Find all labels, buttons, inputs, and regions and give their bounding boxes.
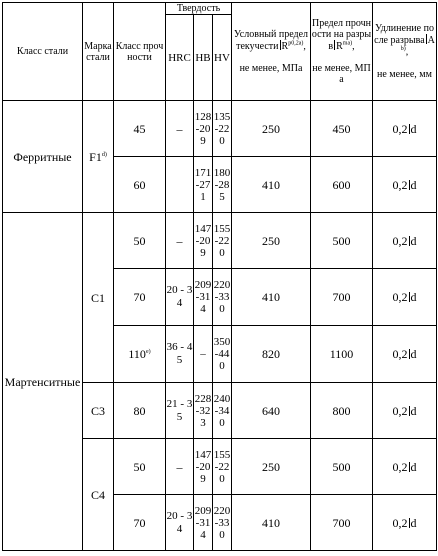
header-tensile-r: R xyxy=(336,41,343,52)
header-tensile-title: Предел прочности на разрыв xyxy=(311,18,372,52)
header-strength-class: Класс прочности xyxy=(114,3,166,101)
table-row xyxy=(3,213,437,269)
divider-mark xyxy=(409,236,410,246)
tensile-cell: 500 xyxy=(311,439,373,495)
header-hrc: HRC xyxy=(166,15,194,101)
tensile-cell: 500 xyxy=(311,213,373,269)
elongation-cell xyxy=(373,495,437,551)
header-yield-r: R xyxy=(281,41,289,52)
hv-cell: 155-220 xyxy=(213,213,232,269)
hv-cell: 220-330 xyxy=(213,495,232,551)
tensile-cell: 700 xyxy=(311,269,373,326)
header-elong-note: b) xyxy=(400,46,406,53)
hb-cell: 209-314 xyxy=(194,495,213,551)
hb-cell: 209-314 xyxy=(194,269,213,326)
hb-cell: – xyxy=(194,326,213,383)
elongation-value: 0,2 xyxy=(392,177,408,192)
tensile-cell: 800 xyxy=(311,383,373,439)
tensile-cell: 600 xyxy=(311,157,373,213)
elongation-value: 0,2 xyxy=(392,290,408,304)
elongation-value: 0,2 xyxy=(392,347,408,361)
strength-class-cell: 50 xyxy=(114,439,166,495)
header-hv: HV xyxy=(213,15,232,101)
header-yield xyxy=(232,3,311,101)
hv-cell: 240-340 xyxy=(213,383,232,439)
elongation-value: 0,2 xyxy=(392,121,408,136)
elongation-cell xyxy=(373,383,437,439)
hb-cell: 147-209 xyxy=(194,213,213,269)
yield-cell: 250 xyxy=(232,213,311,269)
strength-class-cell: 70 xyxy=(114,495,166,551)
tensile-cell: 450 xyxy=(311,101,373,157)
header-tensile-min: не менее, МПа xyxy=(312,63,371,85)
elongation-d: d xyxy=(410,403,417,418)
divider-mark xyxy=(409,349,410,359)
elongation-d: d xyxy=(410,347,417,361)
yield-cell: 250 xyxy=(232,101,311,157)
hrc-cell: 21 - 35 xyxy=(166,383,194,439)
tensile-cell: 1100 xyxy=(311,326,373,383)
hrc-cell: – xyxy=(166,213,194,269)
hv-cell: 180-285 xyxy=(213,157,232,213)
grade-c1: C1 xyxy=(83,213,114,383)
yield-cell: 410 xyxy=(232,269,311,326)
hrc-cell xyxy=(166,157,194,213)
yield-cell: 250 xyxy=(232,439,311,495)
elongation-d: d xyxy=(410,233,417,248)
grade-c4: C4 xyxy=(83,439,114,551)
elongation-cell xyxy=(373,101,437,157)
hv-cell: 135-220 xyxy=(213,101,232,157)
elongation-cell xyxy=(373,213,437,269)
elongation-value: 0,2 xyxy=(392,515,408,530)
header-yield-note: a) xyxy=(298,40,304,47)
hrc-cell: – xyxy=(166,439,194,495)
table-row xyxy=(3,101,437,157)
header-hardness: Твердость xyxy=(166,3,232,15)
hrc-cell: 20 - 34 xyxy=(166,269,194,326)
elongation-d: d xyxy=(410,515,417,530)
hb-cell: 171-271 xyxy=(194,157,213,213)
hrc-cell: 36 - 45 xyxy=(166,326,194,383)
hrc-cell: 20 - 34 xyxy=(166,495,194,551)
grade-f1-label: F1 xyxy=(89,149,102,164)
header-tensile xyxy=(311,3,373,101)
hb-cell: 128-209 xyxy=(194,101,213,157)
strength-class-cell: 50 xyxy=(114,213,166,269)
grade-c3: C3 xyxy=(83,383,114,439)
strength-class-cell: 70 xyxy=(114,269,166,326)
divider-mark xyxy=(409,180,410,190)
header-elong-title: Удлинение после разрыва xyxy=(374,23,434,47)
header-yield-title: Условный предел текучести xyxy=(233,29,309,52)
elongation-d: d xyxy=(410,177,417,192)
yield-cell: 820 xyxy=(232,326,311,383)
steel-properties-table xyxy=(2,2,437,551)
divider-mark xyxy=(426,34,427,44)
header-elong-comma: , xyxy=(405,46,409,58)
divider-mark xyxy=(409,462,410,472)
header-tensile-note: a) xyxy=(347,40,353,47)
tensile-cell: 700 xyxy=(311,495,373,551)
yield-cell: 410 xyxy=(232,157,311,213)
header-yield-sub: p0,2 xyxy=(288,40,299,47)
strength-class-cell xyxy=(114,326,166,383)
elongation-cell xyxy=(373,269,437,326)
hb-cell: 228-323 xyxy=(194,383,213,439)
header-yield-min: не менее, МПа xyxy=(239,63,303,74)
strength-class-cell: 60 xyxy=(114,157,166,213)
yield-cell: 410 xyxy=(232,495,311,551)
strength-class-note: e) xyxy=(145,349,151,355)
header-elongation xyxy=(373,3,437,101)
header-tensile-comma: , xyxy=(352,41,355,52)
group-martensitic: Мартенситные xyxy=(3,213,83,551)
hv-cell: 155-220 xyxy=(213,439,232,495)
elongation-d: d xyxy=(410,121,417,136)
hv-cell: 350-440 xyxy=(213,326,232,383)
header-elong-min: не менее, мм xyxy=(377,68,432,80)
hrc-cell: – xyxy=(166,101,194,157)
elongation-value: 0,2 xyxy=(392,459,408,474)
header-hb: HB xyxy=(194,15,213,101)
hv-cell: 220-330 xyxy=(213,269,232,326)
group-ferritic: Ферритные xyxy=(3,101,83,213)
divider-mark xyxy=(334,40,335,50)
strength-class-cell: 45 xyxy=(114,101,166,157)
divider-mark xyxy=(409,518,410,528)
divider-mark xyxy=(409,124,410,134)
header-class: Класс стали xyxy=(3,3,83,101)
divider-mark xyxy=(409,406,410,416)
strength-class-value: 110 xyxy=(128,347,146,361)
elongation-value: 0,2 xyxy=(392,233,408,248)
elongation-cell xyxy=(373,157,437,213)
divider-mark xyxy=(280,40,281,50)
grade-f1-note: d) xyxy=(101,151,107,158)
header-yield-comma: , xyxy=(303,41,306,52)
header-grade: Марка стали xyxy=(83,3,114,101)
grade-f1 xyxy=(83,101,114,213)
yield-cell: 640 xyxy=(232,383,311,439)
divider-mark xyxy=(409,292,410,302)
elongation-d: d xyxy=(410,290,417,304)
elongation-cell xyxy=(373,326,437,383)
hb-cell: 147-209 xyxy=(194,439,213,495)
header-elong-a: A xyxy=(427,35,435,47)
header-tensile-sub: m xyxy=(342,40,348,47)
elongation-d: d xyxy=(410,459,417,474)
strength-class-cell: 80 xyxy=(114,383,166,439)
elongation-cell xyxy=(373,439,437,495)
elongation-value: 0,2 xyxy=(392,403,408,418)
